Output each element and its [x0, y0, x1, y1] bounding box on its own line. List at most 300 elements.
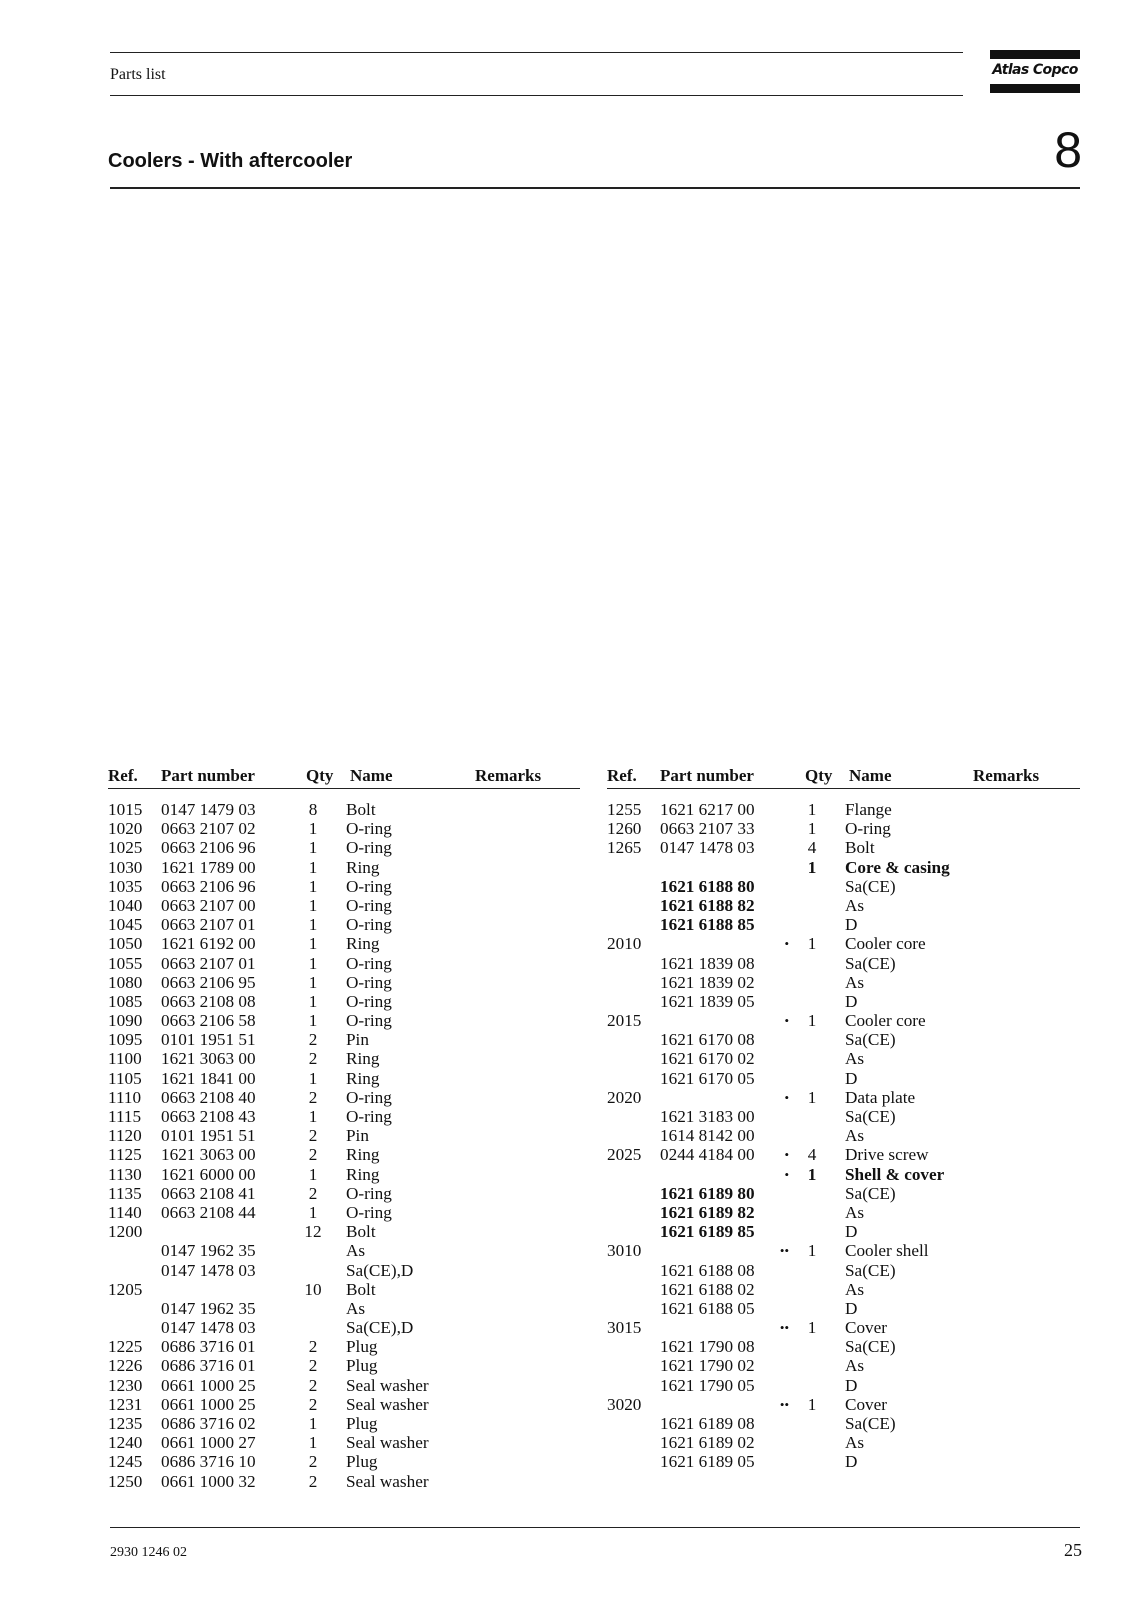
table-row	[607, 819, 1080, 838]
name-cell: Bolt	[346, 1222, 376, 1242]
table-header	[108, 766, 580, 788]
table-row	[108, 1049, 580, 1068]
qty-cell: 2	[308, 1356, 318, 1376]
name-cell: As	[346, 1298, 366, 1318]
page-number: 25	[1064, 1540, 1082, 1560]
part-number-cell: 1621 1839 08	[660, 953, 755, 973]
ref-cell: 1080	[108, 972, 143, 992]
qty-cell: 2	[308, 1145, 318, 1165]
name-cell: Plug	[346, 1452, 378, 1472]
table-row	[607, 1414, 1080, 1433]
indent-marker: •	[784, 1013, 789, 1029]
part-number-cell: 0661 1000 27	[161, 1433, 256, 1453]
part-number-cell: 1621 1839 05	[660, 991, 755, 1011]
part-number-cell: 0147 1478 03	[161, 1318, 256, 1338]
part-number-cell: 0244 4184 00	[660, 1145, 755, 1165]
header-name: Name	[350, 766, 393, 785]
table-row	[607, 1030, 1080, 1049]
table-row	[108, 1337, 580, 1356]
table-row	[108, 954, 580, 973]
ref-cell: 2025	[607, 1145, 642, 1165]
table-row	[108, 1165, 580, 1184]
name-cell: Pin	[346, 1126, 369, 1146]
table-row	[108, 973, 580, 992]
part-number-cell: 1621 6188 02	[660, 1279, 755, 1299]
part-number-cell: 0661 1000 25	[161, 1394, 256, 1414]
part-number-cell: 1621 6170 08	[660, 1030, 755, 1050]
qty-cell: 1	[807, 857, 817, 877]
table-row	[607, 1318, 1080, 1337]
name-cell: O-ring	[346, 895, 392, 915]
table-row	[108, 1472, 580, 1491]
name-cell: As	[845, 895, 865, 915]
part-number-cell: 1621 3063 00	[161, 1145, 256, 1165]
table-row	[607, 915, 1080, 934]
ref-cell: 1030	[108, 857, 143, 877]
table-row	[607, 1126, 1080, 1145]
part-number-cell: 0663 2106 96	[161, 838, 256, 858]
table-row	[108, 838, 580, 857]
table-row	[607, 1069, 1080, 1088]
part-number-cell: 0663 2108 40	[161, 1087, 256, 1107]
qty-cell: 1	[308, 1011, 318, 1031]
table-row	[108, 934, 580, 953]
table-row	[607, 1241, 1080, 1260]
qty-cell: 2	[308, 1049, 318, 1069]
part-number-cell: 1621 6189 85	[660, 1222, 755, 1242]
table-row	[607, 1165, 1080, 1184]
header-qty: Qty	[306, 766, 334, 785]
ref-cell: 1260	[607, 819, 642, 839]
name-cell: Cover	[845, 1318, 888, 1338]
qty-cell: 2	[308, 1183, 318, 1203]
name-cell: Shell & cover	[845, 1164, 945, 1184]
atlas-copco-logo	[990, 50, 1080, 94]
table-row	[607, 1337, 1080, 1356]
name-cell: O-ring	[346, 1087, 392, 1107]
part-number-cell: 1621 6189 82	[660, 1202, 755, 1222]
qty-cell: 1	[308, 991, 318, 1011]
part-number-cell: 0147 1478 03	[161, 1260, 256, 1280]
ref-cell: 1265	[607, 838, 642, 858]
part-number-cell: 1621 6188 05	[660, 1298, 755, 1318]
part-number-cell: 0686 3716 01	[161, 1356, 256, 1376]
name-cell: Cover	[845, 1394, 888, 1414]
ref-cell: 1115	[108, 1107, 142, 1126]
ref-cell: 2020	[607, 1087, 642, 1107]
qty-cell: 2	[308, 1126, 318, 1146]
name-cell: Sa(CE)	[845, 1030, 896, 1050]
part-number-cell: 1621 6217 00	[660, 800, 755, 819]
name-cell: Sa(CE)	[845, 876, 896, 896]
name-cell: O-ring	[346, 1011, 392, 1031]
table-row	[607, 1452, 1080, 1471]
title-rule	[110, 187, 1080, 189]
ref-cell: 1100	[108, 1049, 142, 1069]
part-number-cell: 1621 6189 05	[660, 1452, 755, 1472]
table-body	[108, 800, 580, 1491]
qty-cell: 2	[308, 1375, 318, 1395]
table-row	[607, 1011, 1080, 1030]
name-cell: As	[845, 1202, 865, 1222]
name-cell: Seal washer	[346, 1394, 429, 1414]
ref-cell: 1135	[108, 1183, 142, 1203]
name-cell: As	[346, 1241, 366, 1261]
part-number-cell: 1621 1839 02	[660, 972, 755, 992]
part-number-cell: 1621 1789 00	[161, 857, 256, 877]
name-cell: O-ring	[346, 1183, 392, 1203]
part-number-cell: 0661 1000 32	[161, 1471, 256, 1491]
name-cell: D	[845, 1222, 858, 1242]
name-cell: Ring	[346, 1145, 380, 1165]
table-row	[108, 1107, 580, 1126]
ref-cell: 1130	[108, 1164, 142, 1184]
part-number-cell: 0663 2107 01	[161, 915, 256, 935]
header-name: Name	[849, 766, 892, 785]
section-label: Parts list	[110, 66, 166, 83]
parts-table-left	[108, 766, 580, 1491]
name-cell: Flange	[845, 800, 892, 819]
ref-cell: 1230	[108, 1375, 143, 1395]
part-number-cell: 0147 1962 35	[161, 1298, 256, 1318]
table-row	[607, 1088, 1080, 1107]
qty-cell: 1	[308, 1202, 318, 1222]
name-cell: Sa(CE)	[845, 1414, 896, 1433]
part-number-cell: 1621 1790 08	[660, 1337, 755, 1357]
qty-cell: 1	[807, 819, 817, 839]
part-number-cell: 1621 6000 00	[161, 1164, 256, 1184]
ref-cell: 1090	[108, 1011, 143, 1031]
name-cell: O-ring	[346, 1202, 392, 1222]
name-cell: Bolt	[346, 800, 376, 819]
table-row	[108, 819, 580, 838]
qty-cell: 1	[308, 915, 318, 935]
table-row	[607, 954, 1080, 973]
chapter-number: 8	[1054, 122, 1082, 178]
ref-cell: 1125	[108, 1145, 142, 1165]
qty-cell: 1	[308, 1164, 318, 1184]
header-part-number: Part number	[660, 766, 754, 785]
part-number-cell: 0663 2108 08	[161, 991, 256, 1011]
part-number-cell: 1621 6188 85	[660, 915, 755, 935]
table-row	[607, 1184, 1080, 1203]
part-number-cell: 0101 1951 51	[161, 1126, 256, 1146]
name-cell: Cooler shell	[845, 1241, 929, 1261]
ref-cell: 1015	[108, 800, 143, 819]
name-cell: D	[845, 915, 858, 935]
part-number-cell: 1621 6189 08	[660, 1414, 755, 1433]
table-row	[108, 992, 580, 1011]
ref-cell: 1226	[108, 1356, 143, 1376]
name-cell: O-ring	[346, 991, 392, 1011]
part-number-cell: 0663 2107 01	[161, 953, 256, 973]
table-row	[607, 838, 1080, 857]
name-cell: Seal washer	[346, 1375, 429, 1395]
qty-cell: 1	[807, 1241, 817, 1261]
table-row	[108, 1376, 580, 1395]
table-row	[607, 877, 1080, 896]
indent-marker: ••	[779, 1320, 789, 1336]
ref-cell: 1140	[108, 1202, 142, 1222]
document-number: 2930 1246 02	[110, 1545, 187, 1560]
name-cell: O-ring	[346, 838, 392, 858]
qty-cell: 1	[807, 1087, 817, 1107]
table-header	[607, 766, 1080, 788]
qty-cell: 1	[308, 953, 318, 973]
qty-cell: 1	[308, 895, 318, 915]
table-row	[607, 934, 1080, 953]
name-cell: Sa(CE)	[845, 953, 896, 973]
indent-marker: •	[784, 1166, 789, 1182]
ref-cell: 1085	[108, 991, 143, 1011]
name-cell: Ring	[346, 1164, 380, 1184]
header-top-rule	[110, 52, 963, 53]
table-row	[607, 1395, 1080, 1414]
ref-cell: 2015	[607, 1011, 642, 1031]
qty-cell: 1	[308, 857, 318, 877]
table-row	[108, 1261, 580, 1280]
name-cell: D	[845, 1452, 858, 1472]
indent-marker: ••	[779, 1243, 789, 1259]
table-row	[108, 1222, 580, 1241]
header-remarks: Remarks	[973, 766, 1040, 785]
table-row	[108, 1145, 580, 1164]
name-cell: As	[845, 972, 865, 992]
name-cell: Ring	[346, 857, 380, 877]
name-cell: O-ring	[346, 819, 392, 839]
part-number-cell: 1621 6170 02	[660, 1049, 755, 1069]
part-number-cell: 1621 6189 80	[660, 1183, 755, 1203]
qty-cell: 2	[308, 1030, 318, 1050]
part-number-cell: 0147 1478 03	[660, 838, 755, 858]
qty-cell: 2	[308, 1394, 318, 1414]
qty-cell: 1	[807, 800, 817, 819]
ref-cell: 1240	[108, 1433, 143, 1453]
table-row	[607, 1107, 1080, 1126]
qty-cell: 1	[807, 1394, 817, 1414]
qty-cell: 2	[308, 1337, 318, 1357]
name-cell: Plug	[346, 1356, 378, 1376]
ref-cell: 1025	[108, 838, 143, 858]
table-row	[108, 915, 580, 934]
part-number-cell: 1614 8142 00	[660, 1126, 755, 1146]
ref-cell: 1095	[108, 1030, 143, 1050]
name-cell: As	[845, 1049, 865, 1069]
indent-marker: •	[784, 1089, 789, 1105]
table-row	[108, 1414, 580, 1433]
part-number-cell: 1621 6188 82	[660, 895, 755, 915]
table-header-rule	[108, 788, 580, 789]
table-body	[607, 800, 1080, 1472]
qty-cell: 1	[807, 934, 817, 954]
ref-cell: 1205	[108, 1279, 143, 1299]
table-row	[108, 800, 580, 819]
table-row	[108, 1126, 580, 1145]
ref-cell: 1200	[108, 1222, 143, 1242]
part-number-cell: 1621 6188 80	[660, 876, 755, 896]
indent-marker: •	[784, 936, 789, 952]
part-number-cell: 0686 3716 10	[161, 1452, 256, 1472]
name-cell: Seal washer	[346, 1471, 429, 1491]
name-cell: Sa(CE)	[845, 1183, 896, 1203]
part-number-cell: 0147 1962 35	[161, 1241, 256, 1261]
part-number-cell: 0663 2108 44	[161, 1202, 256, 1222]
name-cell: Ring	[346, 1068, 380, 1088]
qty-cell: 1	[308, 819, 318, 839]
table-row	[607, 973, 1080, 992]
name-cell: Cooler core	[845, 934, 926, 954]
indent-marker: ••	[779, 1396, 789, 1412]
table-row	[108, 1395, 580, 1414]
ref-cell: 1040	[108, 895, 143, 915]
qty-cell: 2	[308, 1452, 318, 1472]
table-row	[607, 1376, 1080, 1395]
ref-cell: 1255	[607, 800, 642, 819]
part-number-cell: 0101 1951 51	[161, 1030, 256, 1050]
qty-cell: 1	[807, 1318, 817, 1338]
name-cell: O-ring	[346, 915, 392, 935]
qty-cell: 2	[308, 1087, 318, 1107]
table-row	[607, 1280, 1080, 1299]
name-cell: Sa(CE)	[845, 1107, 896, 1126]
name-cell: As	[845, 1279, 865, 1299]
part-number-cell: 0663 2106 96	[161, 876, 256, 896]
qty-cell: 1	[308, 934, 318, 954]
part-number-cell: 0686 3716 02	[161, 1414, 256, 1433]
ref-cell: 1055	[108, 953, 143, 973]
table-row	[108, 1088, 580, 1107]
name-cell: Bolt	[346, 1279, 376, 1299]
table-row	[607, 1222, 1080, 1241]
indent-marker: •	[784, 1147, 789, 1163]
header-ref: Ref.	[607, 766, 637, 785]
ref-cell: 2010	[607, 934, 642, 954]
name-cell: Ring	[346, 934, 380, 954]
table-row	[108, 1184, 580, 1203]
name-cell: Bolt	[845, 838, 875, 858]
table-row	[607, 858, 1080, 877]
qty-cell: 4	[807, 1145, 817, 1165]
name-cell: D	[845, 1068, 858, 1088]
parts-table-right	[607, 766, 1080, 1472]
part-number-cell: 0147 1479 03	[161, 800, 256, 819]
logo-top-bar	[990, 50, 1080, 59]
part-number-cell: 0663 2106 95	[161, 972, 256, 992]
part-number-cell: 0663 2106 58	[161, 1011, 256, 1031]
ref-cell: 1035	[108, 876, 143, 896]
page-title: Coolers - With aftercooler	[108, 150, 353, 172]
part-number-cell: 0663 2107 00	[161, 895, 256, 915]
table-row	[607, 1299, 1080, 1318]
name-cell: Sa(CE),D	[346, 1260, 414, 1280]
name-cell: Ring	[346, 1049, 380, 1069]
name-cell: O-ring	[845, 819, 891, 839]
name-cell: Core & casing	[845, 857, 950, 877]
ref-cell: 1020	[108, 819, 143, 839]
name-cell: Data plate	[845, 1087, 916, 1107]
name-cell: As	[845, 1433, 865, 1453]
logo-bottom-bar	[990, 84, 1080, 93]
part-number-cell: 1621 1841 00	[161, 1068, 256, 1088]
name-cell: Plug	[346, 1414, 378, 1433]
name-cell: Cooler core	[845, 1011, 926, 1031]
footer-rule	[110, 1527, 1080, 1528]
table-row	[607, 992, 1080, 1011]
name-cell: Sa(CE),D	[346, 1318, 414, 1338]
name-cell: D	[845, 1375, 858, 1395]
table-row	[108, 1452, 580, 1471]
table-row	[108, 858, 580, 877]
qty-cell: 1	[308, 1068, 318, 1088]
qty-cell: 2	[308, 1471, 318, 1491]
qty-cell: 1	[308, 876, 318, 896]
qty-cell: 4	[807, 838, 817, 858]
name-cell: As	[845, 1356, 865, 1376]
logo-text: Atlas Copco	[992, 62, 1078, 78]
name-cell: O-ring	[346, 972, 392, 992]
name-cell: D	[845, 991, 858, 1011]
part-number-cell: 0663 2108 43	[161, 1107, 256, 1126]
table-row	[108, 896, 580, 915]
part-number-cell: 1621 1790 02	[660, 1356, 755, 1376]
name-cell: Sa(CE)	[845, 1260, 896, 1280]
ref-cell: 1110	[108, 1087, 142, 1107]
name-cell: O-ring	[346, 876, 392, 896]
ref-cell: 3010	[607, 1241, 642, 1261]
qty-cell: 1	[308, 1433, 318, 1453]
qty-cell: 1	[807, 1164, 817, 1184]
table-row	[108, 1011, 580, 1030]
ref-cell: 1250	[108, 1471, 143, 1491]
qty-cell: 1	[308, 1107, 318, 1126]
table-row	[108, 1356, 580, 1375]
part-number-cell: 1621 6188 08	[660, 1260, 755, 1280]
part-number-cell: 1621 3183 00	[660, 1107, 755, 1126]
table-row	[108, 1030, 580, 1049]
qty-cell: 8	[308, 800, 318, 819]
ref-cell: 3020	[607, 1394, 642, 1414]
table-row	[607, 1356, 1080, 1375]
qty-cell: 1	[308, 1414, 318, 1433]
ref-cell: 1050	[108, 934, 143, 954]
name-cell: Pin	[346, 1030, 369, 1050]
ref-cell: 1235	[108, 1414, 143, 1433]
ref-cell: 1105	[108, 1068, 142, 1088]
ref-cell: 1120	[108, 1126, 142, 1146]
table-row	[108, 1203, 580, 1222]
ref-cell: 1225	[108, 1337, 143, 1357]
name-cell: As	[845, 1126, 865, 1146]
ref-cell: 1231	[108, 1394, 143, 1414]
part-number-cell: 1621 1790 05	[660, 1375, 755, 1395]
ref-cell: 3015	[607, 1318, 642, 1338]
name-cell: Plug	[346, 1337, 378, 1357]
table-row	[607, 1049, 1080, 1068]
qty-cell: 1	[308, 972, 318, 992]
qty-cell: 12	[304, 1222, 322, 1242]
part-number-cell: 0663 2107 33	[660, 819, 755, 839]
table-row	[108, 1069, 580, 1088]
part-number-cell: 1621 6189 02	[660, 1433, 755, 1453]
part-number-cell: 0686 3716 01	[161, 1337, 256, 1357]
name-cell: O-ring	[346, 1107, 392, 1126]
table-row	[108, 1241, 580, 1260]
table-row	[607, 1203, 1080, 1222]
ref-cell: 1045	[108, 915, 143, 935]
table-row	[607, 896, 1080, 915]
part-number-cell: 1621 6170 05	[660, 1068, 755, 1088]
table-row	[108, 1299, 580, 1318]
